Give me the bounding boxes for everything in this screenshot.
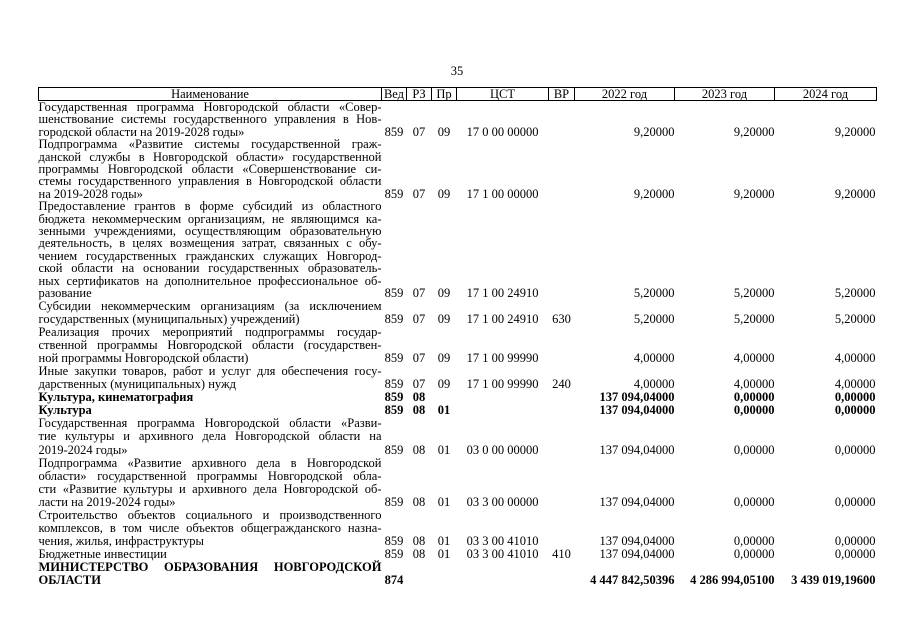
- pr-code: 09: [437, 286, 451, 301]
- cst-code: 17 1 00 24910: [466, 311, 539, 326]
- amount-2023: 0,00000: [733, 390, 775, 405]
- ved-code: 859: [384, 442, 404, 457]
- pr-code: 01: [437, 547, 451, 562]
- amount-2022: 137 094,04000: [599, 494, 675, 509]
- table-header: [39, 88, 877, 101]
- cst-code: 17 0 00 00000: [466, 124, 539, 139]
- ved-code: 859: [384, 403, 404, 418]
- row-name: [39, 326, 382, 365]
- row-name-line: ной программы Новгородской области): [38, 350, 249, 365]
- amount-2022: 137 094,04000: [599, 547, 675, 562]
- amount-2024: 5,20000: [834, 286, 876, 301]
- cst-code: 17 1 00 00000: [466, 186, 539, 201]
- row-name-line: городской области на 2019-2028 годы»: [38, 124, 245, 139]
- cst-code: [457, 404, 549, 417]
- amount-2024: 4,00000: [834, 350, 876, 365]
- row-name-line: Подпрограмма «Развитие архивного дела в Новгородской: [38, 455, 382, 470]
- amount-2024: 0,00000: [834, 442, 876, 457]
- table-body: [39, 101, 877, 588]
- header-pr: Пр: [432, 88, 457, 101]
- row-name-line: чения, жилья, инфраструктуры: [38, 534, 204, 549]
- rz-code: 08: [412, 442, 426, 457]
- amount-2023: 4,00000: [733, 350, 775, 365]
- header-2023: 2023 год: [675, 88, 775, 101]
- rz-code: 08: [412, 547, 426, 562]
- row-name-line: дарственных (муниципальных) нужд: [38, 377, 236, 392]
- amount-2024: 0,00000: [834, 403, 876, 418]
- ved-code: 859: [384, 547, 404, 562]
- row-name-line: МИНИСТЕРСТВО ОБРАЗОВАНИЯ НОВГОРОДСКОЙ: [38, 560, 382, 575]
- rz-code: 08: [412, 403, 426, 418]
- amount-2022: 137 094,04000: [599, 390, 675, 405]
- pr-code: 01: [437, 442, 451, 457]
- table-row: [39, 326, 877, 365]
- cst-code: [457, 391, 549, 404]
- amount-2022: 4 447 842,50396: [590, 573, 675, 588]
- row-name-line: на 2019-2028 годы»: [38, 186, 143, 201]
- row-name-line: разование: [38, 286, 92, 301]
- page-number: 35: [450, 64, 464, 78]
- row-name-line: области» государственной программы Новгородской обла-: [38, 468, 382, 483]
- row-name-line: 2019-2024 годы»: [38, 442, 128, 457]
- amount-2023: 0,00000: [733, 547, 775, 562]
- rz-code: 08: [412, 390, 426, 405]
- row-name-line: программы Новгородской области «Совершенствование си-: [38, 162, 382, 177]
- amount-2022: 4,00000: [633, 350, 675, 365]
- row-name-line: ласти на 2019-2024 годы»: [38, 494, 176, 509]
- amount-2024: 0,00000: [834, 494, 876, 509]
- cst-code: 17 1 00 24910: [466, 286, 539, 301]
- ved-code: 859: [384, 124, 404, 139]
- vr-code: [549, 509, 575, 548]
- row-name-line: Подпрограмма «Развитие системы государственной граж-: [38, 137, 382, 152]
- amount-2024: 4,00000: [834, 377, 876, 392]
- rz-code: 08: [412, 534, 426, 549]
- row-name-line: ных сертификатов на дополнительное профессиональное об-: [38, 273, 382, 288]
- cst-code: 17 1 00 99990: [466, 377, 539, 392]
- table-row: [39, 417, 877, 456]
- row-name-line: Культура: [38, 403, 92, 418]
- amount-2022: 9,20000: [633, 124, 675, 139]
- header-2024: 2024 год: [775, 88, 877, 101]
- table-row: [39, 365, 877, 391]
- cst-code: 03 3 00 00000: [466, 494, 539, 509]
- ved-code: 859: [384, 186, 404, 201]
- row-name: [39, 457, 382, 509]
- amount-2023: 9,20000: [733, 124, 775, 139]
- pr-code: [432, 561, 457, 587]
- table-row: [39, 138, 877, 200]
- row-name: [39, 300, 382, 326]
- rz-code: 07: [412, 377, 426, 392]
- row-name-line: Культура, кинематография: [38, 390, 194, 405]
- pr-code: 09: [437, 311, 451, 326]
- cst-code: 17 1 00 99990: [466, 350, 539, 365]
- rz-code: 07: [412, 286, 426, 301]
- cst-code: 03 3 00 41010: [466, 534, 539, 549]
- header-2022: 2022 год: [575, 88, 675, 101]
- ved-code: 859: [384, 286, 404, 301]
- rz-code: 07: [412, 124, 426, 139]
- pr-code: 01: [437, 403, 451, 418]
- row-name-line: Государственная программа Новгородской области «Разви-: [38, 416, 382, 431]
- row-name: [39, 561, 382, 587]
- table-row: [39, 101, 877, 139]
- header-ved: Вед: [382, 88, 407, 101]
- row-name-line: ОБЛАСТИ: [38, 573, 101, 588]
- row-name: [39, 417, 382, 456]
- vr-code: 410: [552, 547, 571, 562]
- vr-code: [549, 101, 575, 139]
- amount-2022: 137 094,04000: [599, 442, 675, 457]
- amount-2024: 0,00000: [834, 534, 876, 549]
- row-name-line: стемы государственного управления в Новгородской области: [38, 174, 382, 189]
- amount-2023: 0,00000: [733, 494, 775, 509]
- pr-code: 09: [437, 124, 451, 139]
- table-row: [39, 300, 877, 326]
- vr-code: [549, 391, 575, 404]
- pr-code: 01: [437, 534, 451, 549]
- amount-2023: 0,00000: [733, 403, 775, 418]
- amount-2023: 9,20000: [733, 186, 775, 201]
- header-vr: ВР: [549, 88, 575, 101]
- row-name-line: ственной программы Новгородской области (государствен-: [38, 337, 382, 352]
- row-name-line: бюджета некоммерческим организациям, не являющимся ка-: [38, 211, 382, 226]
- ved-code: 859: [384, 377, 404, 392]
- vr-code: [549, 200, 575, 299]
- vr-code: [549, 326, 575, 365]
- rz-code: 07: [412, 350, 426, 365]
- vr-code: [549, 138, 575, 200]
- budget-table: [38, 87, 877, 588]
- amount-2024: 0,00000: [834, 547, 876, 562]
- vr-code: [549, 561, 575, 587]
- amount-2024: 0,00000: [834, 390, 876, 405]
- ved-code: 874: [384, 573, 404, 588]
- rz-code: [407, 561, 432, 587]
- header-name: Наименование: [39, 88, 382, 101]
- amount-2024: 3 439 019,19600: [791, 573, 876, 588]
- amount-2022: 5,20000: [633, 286, 675, 301]
- pr-code: 01: [437, 494, 451, 509]
- table-row: [39, 561, 877, 587]
- amount-2022: 137 094,04000: [599, 403, 675, 418]
- rz-code: 07: [412, 311, 426, 326]
- row-name-line: сти «Развитие культуры и архивного дела Новгородской об-: [38, 481, 382, 496]
- ved-code: 859: [384, 494, 404, 509]
- cst-code: 03 0 00 00000: [466, 442, 539, 457]
- row-name-line: шенствование системы государственного управления в Нов-: [38, 112, 382, 127]
- row-name-line: государственных (муниципальных) учреждений): [38, 311, 300, 326]
- header-cst: ЦСТ: [457, 88, 549, 101]
- table-row: [39, 200, 877, 299]
- table-row: [39, 457, 877, 509]
- row-name-line: чением государственных гражданских служащих Новгород-: [38, 248, 382, 263]
- row-name-line: деятельность, в целях возмещения затрат, связанных с обу-: [38, 236, 382, 251]
- row-name-line: Предоставление грантов в форме субсидий из областного: [38, 199, 382, 214]
- vr-code: [549, 404, 575, 417]
- ved-code: 859: [384, 390, 404, 405]
- vr-code: 630: [552, 311, 571, 326]
- row-name-line: Государственная программа Новгородской области «Совер-: [38, 100, 382, 114]
- amount-2023: 4,00000: [733, 377, 775, 392]
- row-name-line: зенными учреждениями, осуществляющим образовательную: [38, 224, 382, 239]
- row-name-line: Бюджетные инвестиции: [38, 547, 167, 562]
- amount-2024: 9,20000: [834, 124, 876, 139]
- amount-2023: 4 286 994,05100: [690, 573, 775, 588]
- amount-2022: 137 094,04000: [599, 534, 675, 549]
- vr-code: 240: [552, 377, 571, 392]
- row-name-line: Реализация прочих мероприятий подпрограммы государ-: [38, 324, 382, 339]
- row-name: [39, 509, 382, 548]
- row-name: [39, 138, 382, 200]
- amount-2022: 4,00000: [633, 377, 675, 392]
- row-name-line: тие культуры и архивного дела Новгородской области на: [38, 429, 382, 444]
- ved-code: 859: [384, 350, 404, 365]
- pr-code: 09: [437, 350, 451, 365]
- cst-code: [457, 561, 549, 587]
- rz-code: 08: [412, 494, 426, 509]
- header-row: [39, 88, 877, 101]
- ved-code: 859: [384, 311, 404, 326]
- row-name: [39, 101, 382, 139]
- amount-2023: 0,00000: [733, 534, 775, 549]
- rz-code: 07: [412, 186, 426, 201]
- row-name-line: ской области на основании государственных образователь-: [38, 261, 382, 276]
- row-name-line: комплексов, в том числе объектов общегражданского назна-: [38, 521, 382, 536]
- row-name-line: Иные закупки товаров, работ и услуг для обеспечения госу-: [38, 363, 382, 378]
- vr-code: [549, 457, 575, 509]
- amount-2023: 5,20000: [733, 311, 775, 326]
- row-name: [39, 200, 382, 299]
- amount-2022: 5,20000: [633, 311, 675, 326]
- row-name-line: данской службы в Новгородской области» государственной: [38, 149, 382, 164]
- amount-2022: 9,20000: [633, 186, 675, 201]
- amount-2023: 5,20000: [733, 286, 775, 301]
- row-name: [39, 365, 382, 391]
- amount-2024: 9,20000: [834, 186, 876, 201]
- ved-code: 859: [384, 534, 404, 549]
- table-row: [39, 509, 877, 548]
- pr-code: 09: [437, 186, 451, 201]
- pr-code: 09: [437, 377, 451, 392]
- amount-2024: 5,20000: [834, 311, 876, 326]
- row-name-line: Строительство объектов социального и производственного: [38, 508, 382, 522]
- header-rz: РЗ: [407, 88, 432, 101]
- cst-code: 03 3 00 41010: [466, 547, 539, 562]
- row-name-line: Субсидии некоммерческим организациям (за исключением: [38, 298, 382, 313]
- vr-code: [549, 417, 575, 456]
- amount-2023: 0,00000: [733, 442, 775, 457]
